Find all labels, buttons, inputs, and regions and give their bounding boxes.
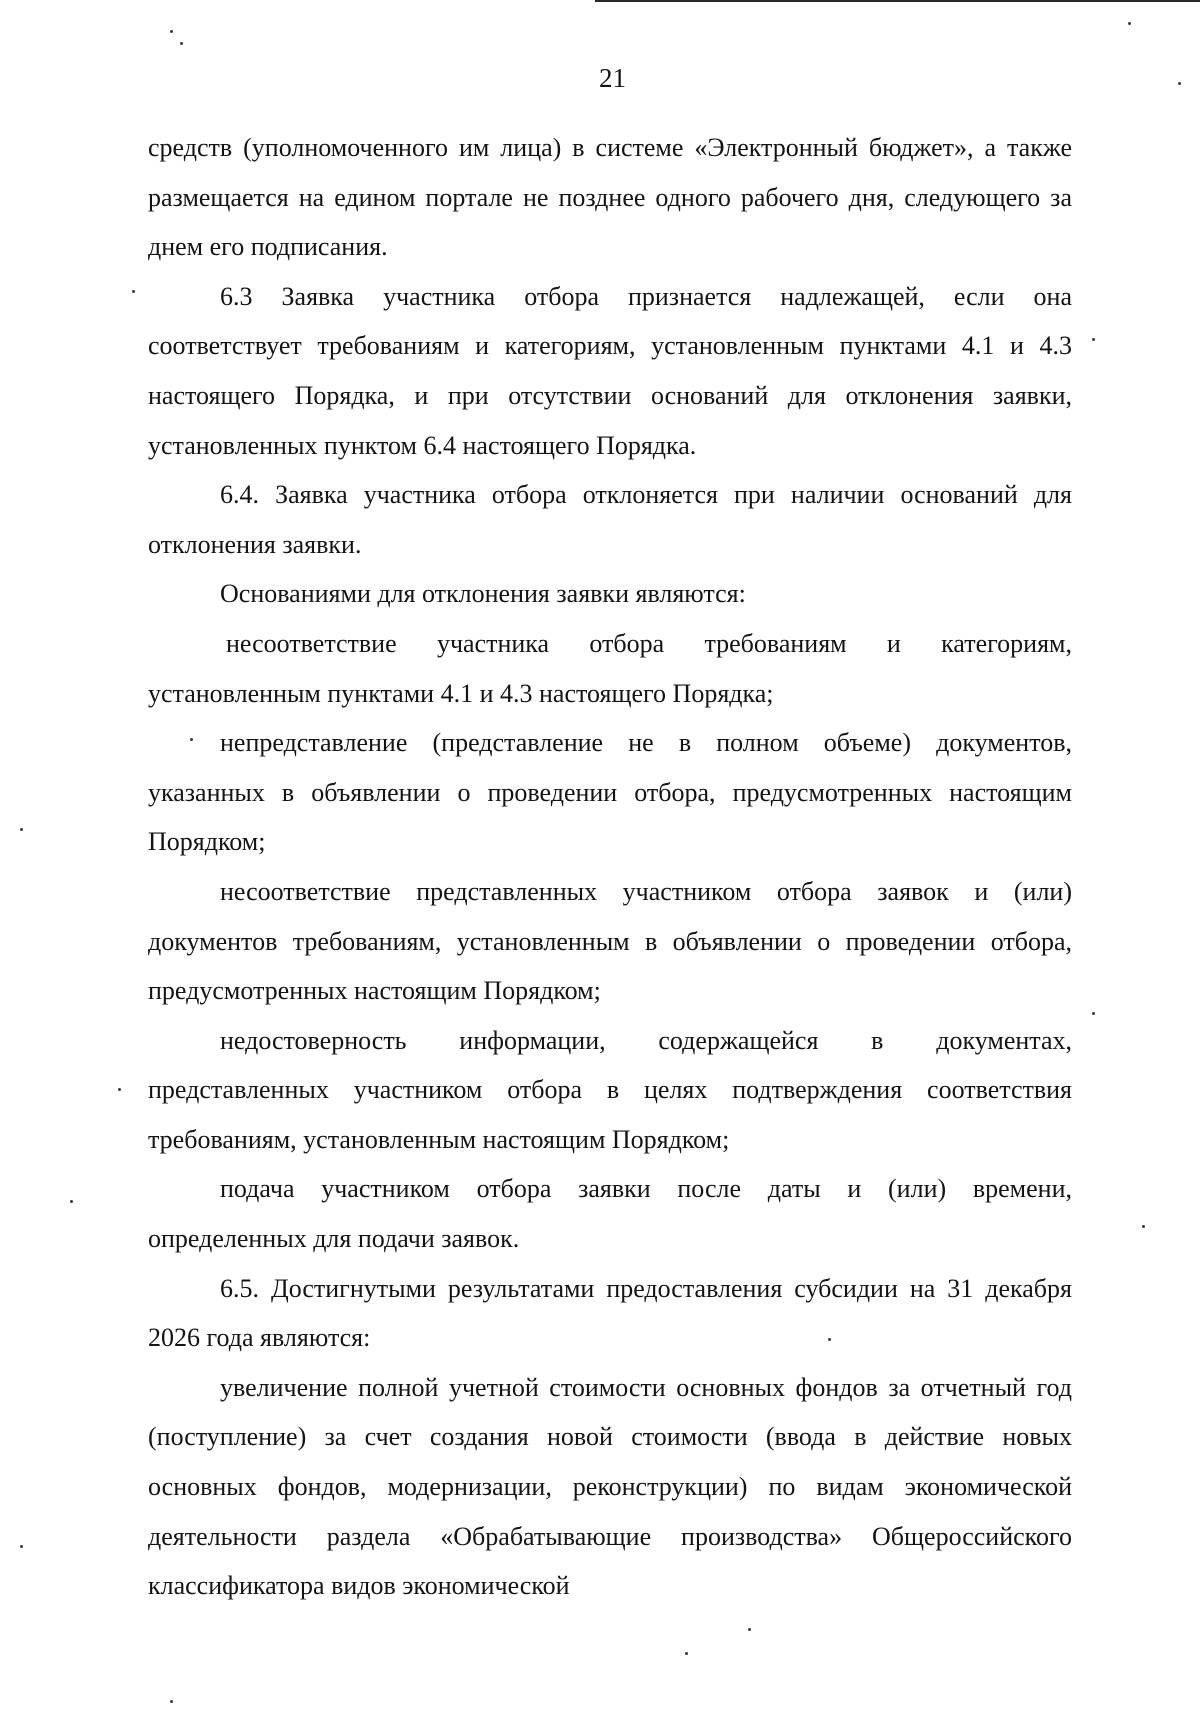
page-number: 21 <box>599 63 626 93</box>
paragraph-results: увеличение полной учетной стоимости основных фондов за отчетный год (поступление) за счет создания новой стоимости (ввода в действие новых основных фондов, модернизации, реконструкции) по видам экономической деятельности раздела «Обрабатывающие производства» Общероссийского классификатора видов экономической <box>148 1372 1072 1601</box>
paragraph-grounds-intro: Основаниями для отклонения заявки являются: <box>220 579 746 609</box>
scan-speck <box>118 1088 121 1091</box>
scan-speck <box>828 1338 831 1341</box>
scan-speck <box>70 1200 73 1203</box>
paragraph-6-4: 6.4. Заявка участника отбора отклоняется при наличии оснований для отклонения заявки. <box>148 480 1072 559</box>
scan-speck <box>1092 338 1095 341</box>
list-item-nonsubmission: непредставление (представление не в полном объеме) документов, указанных в объявлении о проведении отбора, предусмотренных настоящим Порядком; <box>148 728 1072 857</box>
document-body <box>148 123 1072 1611</box>
scan-speck <box>685 1652 688 1655</box>
paragraph-6-3: 6.3 Заявка участника отбора признается надлежащей, если она соответствует требованиям и категориям, установленным пунктами 4.1 и 4.3 настоящего Порядка, и при отсутствии оснований для отклонения заявки, установленных пунктом 6.4 настоящего Порядка. <box>148 281 1072 460</box>
list-item-nonconformity: несоответствие участника отбора требованиям и категориям, установленным пунктами 4.1 и 4.3 настоящего Порядка; <box>148 628 1072 708</box>
scan-speck <box>748 1628 751 1631</box>
scan-speck <box>190 738 193 741</box>
scan-speck <box>170 30 173 33</box>
paragraph-continuation: средств (уполномоченного им лица) в системе «Электронный бюджет», а также размещается на едином портале не позднее одного рабочего дня, следующего за днем его подписания. <box>148 133 1072 262</box>
list-item-documents-nonconformity: несоответствие представленных участником отбора заявок и (или) документов требованиям, установленным в объявлении о проведении отбора, предусмотренных настоящим Порядком; <box>148 876 1072 1006</box>
scan-speck <box>1092 1012 1095 1015</box>
list-item-unreliable-info: недостоверность информации, содержащейся в документах, представленных участником отбора в целях подтверждения соответствия требованиям, установленным настоящим Порядком; <box>148 1025 1072 1154</box>
top-border-line <box>595 0 1200 2</box>
scan-speck <box>20 1545 23 1548</box>
list-item-late-submission: подача участником отбора заявки после даты и (или) времени, определенных для подачи заявок. <box>148 1174 1072 1254</box>
paragraph-6-5: 6.5. Достигнутыми результатами предоставления субсидии на 31 декабря 2026 года являются: <box>148 1273 1072 1353</box>
scan-speck <box>1142 1225 1145 1228</box>
scan-speck <box>1178 82 1181 85</box>
scan-speck <box>132 290 135 293</box>
scan-speck <box>20 828 23 831</box>
scan-speck <box>1128 22 1131 25</box>
scan-speck <box>170 1700 173 1703</box>
scan-speck <box>180 42 183 45</box>
